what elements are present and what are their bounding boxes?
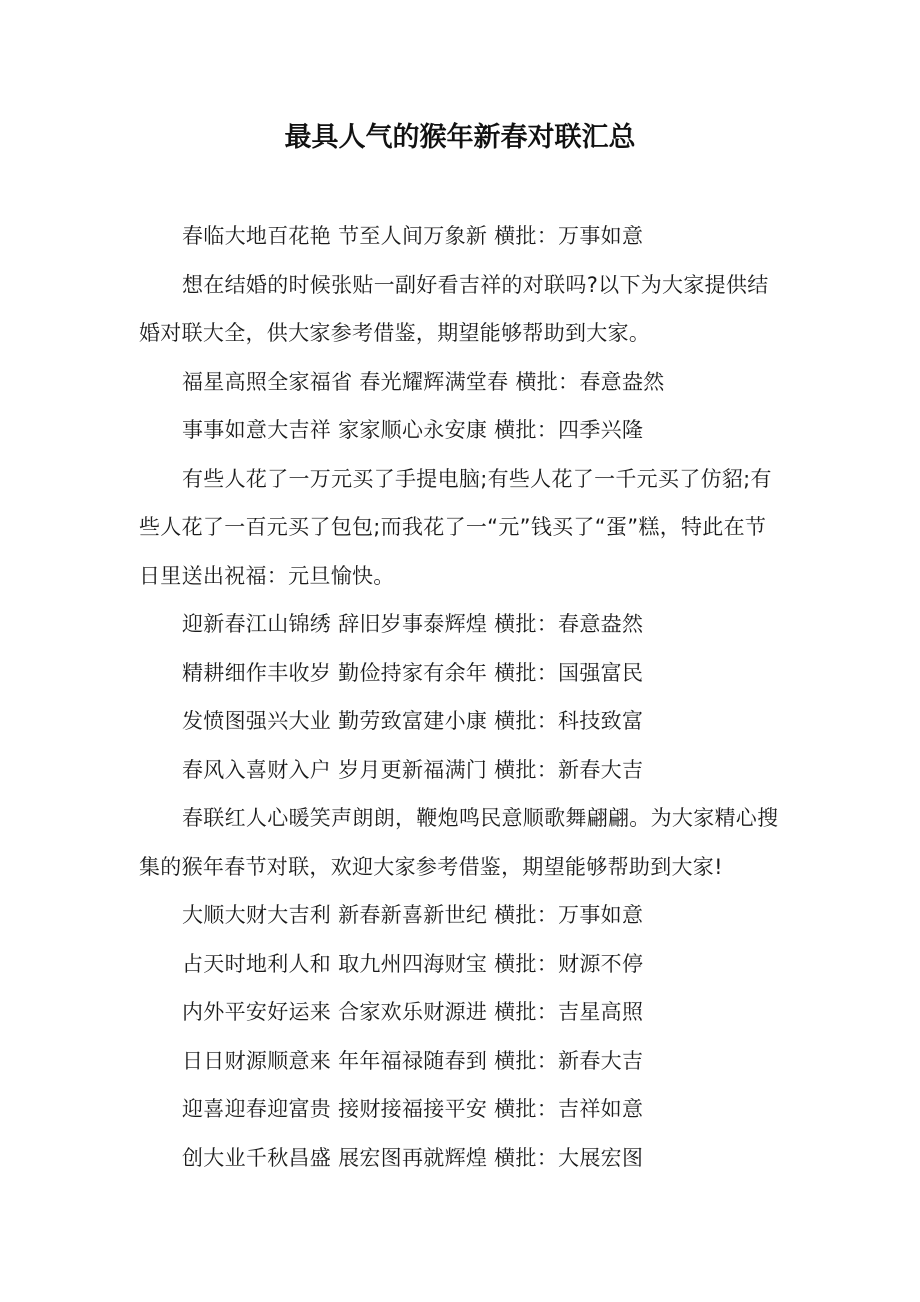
paragraph: 日日财源顺意来 年年福禄随春到 横批：新春大吉 (182, 1048, 644, 1073)
paragraph: 事事如意大吉祥 家家顺心永安康 横批：四季兴隆 (182, 418, 644, 442)
document-body (139, 212, 783, 1182)
paragraph: 春临大地百花艳 节至人间万象新 横批：万事如意 (182, 224, 644, 248)
paragraph: 精耕细作丰收岁 勤俭持家有余年 横批：国强富民 (182, 660, 644, 685)
paragraph: 想在结婚的时候张贴一副好看吉祥的对联吗?以下为大家提供结婚对联大全，供大家参考借鉴，期望能够帮助到大家。 (139, 272, 769, 345)
paragraph: 大顺大财大吉利 新春新喜新世纪 横批：万事如意 (182, 903, 644, 927)
paragraph: 发愤图强兴大业 勤劳致富建小康 横批：科技致富 (182, 709, 644, 733)
paragraph: 福星高照全家福省 春光耀辉满堂春 横批：春意盎然 (182, 369, 665, 394)
paragraph: 有些人花了一万元买了手提电脑;有些人花了一千元买了仿貂;有些人花了一百元买了包包;而我花了一“元”钱买了“蛋”糕，特此在节日里送出祝福：元旦愉快。 (139, 466, 772, 588)
paragraph: 内外平安好运来 合家欢乐财源进 横批：吉星高照 (182, 1000, 644, 1024)
paragraph: 创大业千秋昌盛 展宏图再就辉煌 横批：大展宏图 (182, 1145, 644, 1170)
paragraph: 春联红人心暖笑声朗朗，鞭炮鸣民意顺歌舞翩翩。为大家精心搜集的猴年春节对联，欢迎大家参考借鉴，期望能够帮助到大家! (139, 806, 779, 879)
paragraph: 春风入喜财入户 岁月更新福满门 横批：新春大吉 (182, 757, 644, 782)
paragraph: 占天时地利人和 取九州四海财宝 横批：财源不停 (182, 951, 644, 976)
paragraph: 迎新春江山锦绣 辞旧岁事泰辉煌 横批：春意盎然 (182, 612, 644, 636)
page-title: 最具人气的猴年新春对联汇总 (284, 122, 636, 153)
paragraph: 迎喜迎春迎富贵 接财接福接平安 横批：吉祥如意 (182, 1097, 644, 1121)
